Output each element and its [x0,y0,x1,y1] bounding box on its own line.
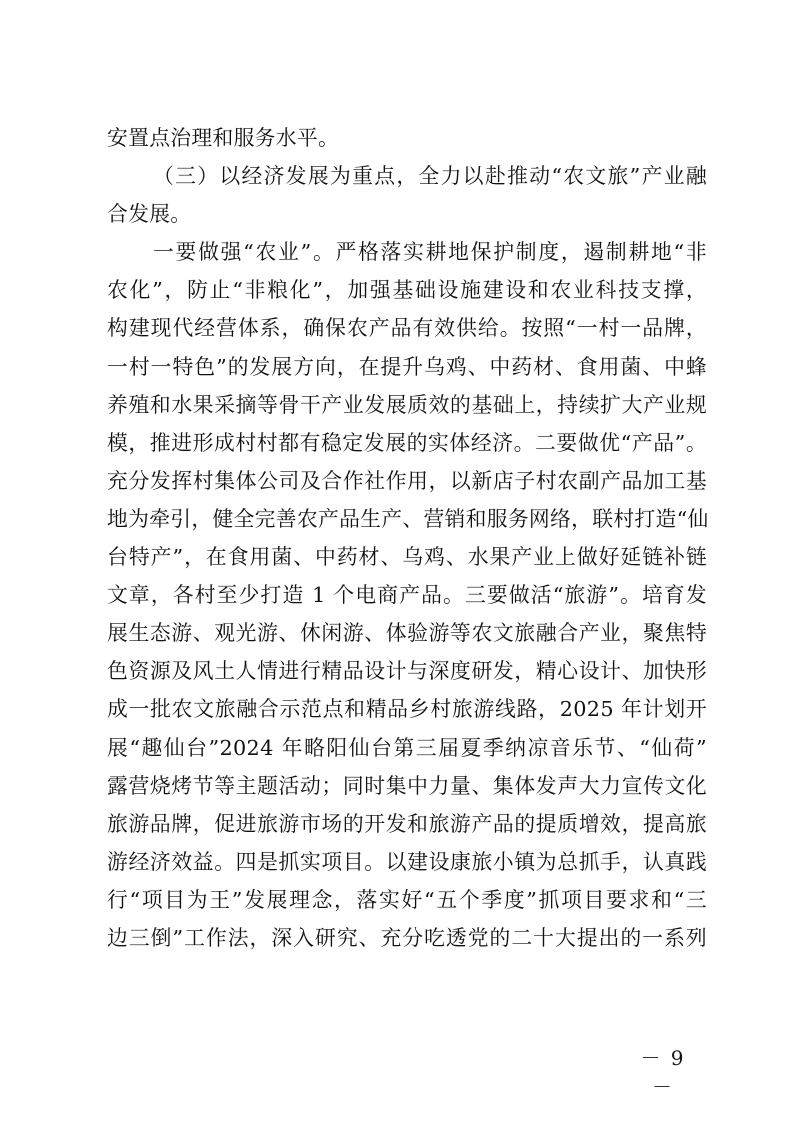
text-line: 一村一特色”的发展方向，在提升乌鸡、中药材、食用菌、中蜂 [107,354,707,379]
body-text [107,119,707,957]
text-line: 充分发挥村集体公司及合作社作用，以新店子村农副产品加工基 [107,468,707,493]
text-line: 养殖和水果采摘等骨干产业发展质效的基础上，持续扩大产业规 [107,392,707,417]
text-line: 旅游品牌，促进旅游市场的开发和旅游产品的提质增效，提高旅 [107,811,707,836]
text-line: 行“项目为王”发展理念，落实好“五个季度”抓项目要求和“三 [107,887,707,912]
text-line: 合发展。 [107,202,192,227]
text-line: 游经济效益。四是抓实项目。以建设康旅小镇为总抓手，认真践 [107,849,707,874]
text-line: （三）以经济发展为重点，全力以赴推动“农文旅”产业融 [153,164,707,189]
text-line: 台特产”，在食用菌、中药材、乌鸡、水果产业上做好延链补链 [107,545,707,570]
text-line: 模，推进形成村村都有稳定发展的实体经济。二要做优“产品”。 [107,430,707,455]
text-line: 文章，各村至少打造 1 个电商产品。三要做活“旅游”。培育发 [107,583,707,608]
text-line: 地为牵引，健全完善农产品生产、营销和服务网络，联村打造“仙 [107,506,709,531]
text-line: 露营烧烤节等主题活动；同时集中力量、集体发声大力宣传文化 [107,773,707,798]
text-line: 一要做强“农业”。严格落实耕地保护制度，遏制耕地“非 [153,240,707,265]
page-number: － 9 － [640,1046,686,1099]
text-line: 色资源及风土人情进行精品设计与深度研发，精心设计、加快形 [107,659,707,684]
text-line: 展“趣仙台”2024 年略阳仙台第三届夏季纳凉音乐节、“仙荷” [107,735,707,760]
text-line: 成一批农文旅融合示范点和精品乡村旅游线路，2025 年计划开 [107,697,707,722]
text-line: 构建现代经营体系，确保农产品有效供给。按照“一村一品牌， [107,316,707,341]
text-line: 边三倒”工作法，深入研究、充分吃透党的二十大提出的一系列 [107,925,707,950]
text-line: 展生态游、观光游、休闲游、体验游等农文旅融合产业，聚焦特 [107,621,707,646]
text-line: 农化”，防止“非粮化”，加强基础设施建设和农业科技支撑， [107,278,707,303]
text-line: 安置点治理和服务水平。 [107,126,340,150]
